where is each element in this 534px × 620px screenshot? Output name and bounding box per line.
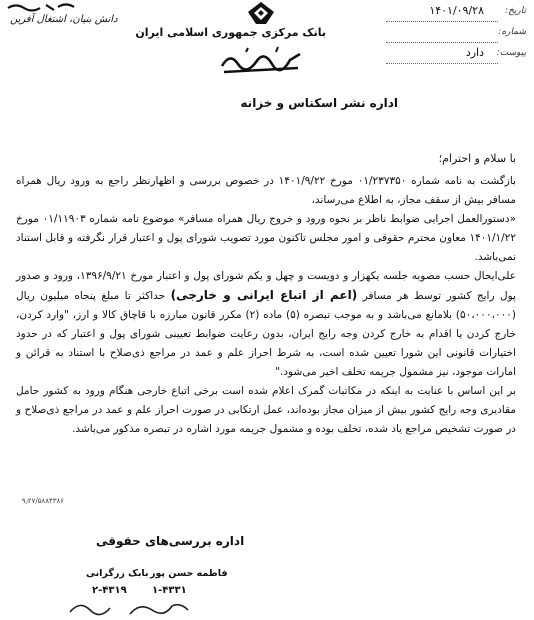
attachment-label: پیوست: (496, 48, 526, 58)
number-row (386, 25, 526, 46)
attachment-underline (386, 63, 498, 64)
bank-name: بانک مرکزی جمهوری اسلامی ایران (135, 26, 326, 39)
salutation: با سلام و احترام؛ (438, 152, 516, 165)
reference-number: ۹٫۲۷/۵۸۸۴۳۸۶ (21, 497, 64, 505)
date-row (386, 4, 526, 25)
signer-2-name: بابک زرگرانی (86, 568, 149, 579)
paragraph-3 (16, 267, 516, 382)
slogan-logotype-icon (6, 2, 76, 12)
signer-2-code: ۲-۴۳۱۹ (92, 585, 127, 596)
attachment-value: دارد (465, 46, 484, 59)
letter-body (16, 172, 516, 439)
signer-1-code: ۱-۴۳۳۱ (152, 585, 187, 596)
letter-meta (386, 4, 526, 67)
date-label: تاریخ: (505, 6, 526, 16)
number-label: شماره: (498, 27, 526, 37)
paragraph-3-start: علی‌ایحال حسب مصوبه جلسه یکهزار و دویست و چهل و یکم شورای پول و اعتبار مورخ ۱۳۹۶/۹/۲۱، ورود و صدور پول رایج کشور توسط هر مسافر (16, 270, 516, 302)
bank-calligraphy-icon (216, 44, 306, 78)
date-value: ۱۴۰۱/۰۹/۲۸ (429, 4, 484, 17)
number-underline (386, 42, 498, 43)
highlighted-phrase: (اعم از اتباع ایرانی و خارجی) (170, 288, 358, 302)
addressee: اداره نشر اسکناس و خزانه (240, 96, 398, 110)
paragraph-4: بر این اساس با عنایت به اینکه در مکاتبات گمرک اعلام شده است برخی اتباع خارجی هنگام ورود به کشور حامل مقادیری وجه رایج کشور بیش از میزان مجاز بوده‌اند، عمل ارتکابی در صورت احراز علم و عمد در مراجع ذی‌صلاح و در صورت تشخیص مراجع یاد شده، تخلف بوده و مشمول جریمه مورد اشاره در تبصره مذکور می‌باشد. (16, 385, 516, 435)
paragraph-3-end: حداکثر تا مبلغ پنجاه میلیون ریال (۵۰،۰۰۰،۰۰۰) بلامانع می‌باشد و به موجب تبصره (۵) ماده (۲) مکرر قانون مبارزه با قاچاق کالا و ارز، "وارد کردن، خارج کردن یا اقدام به خارج کردن وجه رایج ایران، بدون رعایت ضوابط تعیینی شورای پول و اعتبار که در حدود اختیارات قانونی این شورا تعیین شده است، به شرط احراز علم و عمد در مراجع ذی‌صلاح با استناد به قرائن و امارات موجود، نیز مشمول جریمه تخلف اخیر می‌شود." (16, 290, 517, 378)
attachment-row (386, 46, 526, 67)
signing-department: اداره بررسی‌های حقوقی (96, 534, 245, 548)
bank-logo (135, 0, 326, 86)
handwritten-signature-icon (60, 596, 210, 620)
date-underline (386, 21, 498, 22)
bank-emblem-icon (244, 0, 278, 26)
paragraph-2: «دستورالعمل اجرایی ضوابط ناظر بر نحوه ورود و خروج ریال همراه مسافر» موضوع نامه شماره ۰۱/۱۱۹۰۳ مورخ ۱۴۰۱/۱/۲۲ معاون محترم حقوقی و امور مجلس تاکنون مورد تصویب شورای پول و اعتبار قرار نگرفته و قابل استناد نمی‌باشد. (16, 213, 516, 263)
slogan-text: دانش بنیان، اشتغال آفرین (10, 14, 118, 25)
signer-1-name: فاطمه حسن پور (150, 568, 228, 579)
paragraph-1: بازگشت به نامه شماره ۰۱/۲۳۷۳۵۰ مورخ ۱۴۰۱/۹/۲۲ در خصوص بررسی و اظهارنظر راجع به ورود ریال همراه مسافر بیش از سقف مجاز، به اطلاع می‌رساند، (16, 175, 516, 206)
